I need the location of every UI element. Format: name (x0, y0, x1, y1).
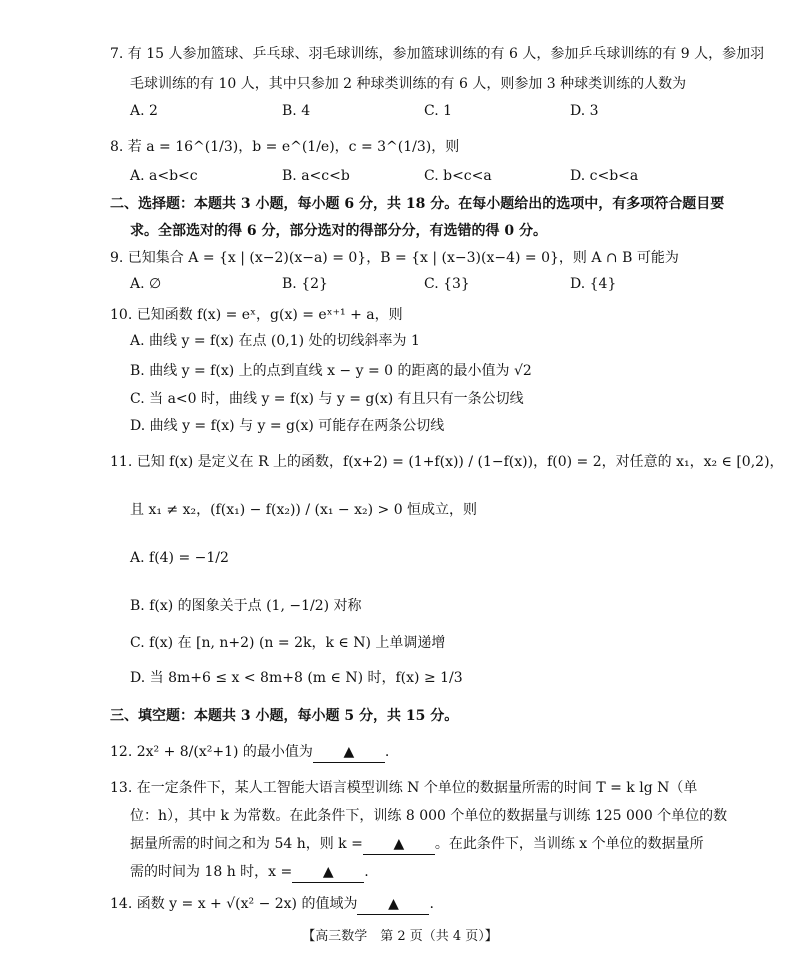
q14-answer-blank[interactable]: ▲ (357, 894, 429, 915)
q8-option-a: A. a<b<c (130, 168, 198, 184)
q12-stem: 12. 2x² + 8/(x²+1) 的最小值为 (110, 744, 313, 760)
q8-stem: 8. 若 a = 16^(1/3)，b = e^(1/e)，c = 3^(1/3)，则 (110, 139, 460, 155)
q8-option-b: B. a<c<b (282, 168, 350, 184)
q10-option-a: A. 曲线 y = f(x) 在点 (0,1) 处的切线斜率为 1 (130, 333, 420, 349)
section3-heading: 三、填空题：本题共 3 小题，每小题 5 分，共 15 分。 (110, 708, 459, 724)
q11-option-d: D. 当 8m+6 ≤ x < 8m+8 (m ∈ N) 时，f(x) ≥ 1/3 (130, 670, 463, 686)
q8-option-c: C. b<c<a (424, 168, 492, 184)
q13-line3-start: 据量所需的时间之和为 54 h，则 k = (130, 836, 363, 852)
q11-option-b: B. f(x) 的图象关于点 (1, −1/2) 对称 (130, 598, 362, 614)
q11-line2: 且 x₁ ≠ x₂，(f(x₁) − f(x₂)) / (x₁ − x₂) > 0 恒成立，则 (130, 502, 478, 518)
q9-option-d: D. {4} (570, 276, 617, 292)
q7-line1: 7. 有 15 人参加篮球、乒乓球、羽毛球训练，参加篮球训练的有 6 人，参加乒乓球训练的有 9 人，参加羽 (110, 46, 765, 62)
q7-option-d: D. 3 (570, 103, 599, 119)
q13-line4 (130, 862, 369, 883)
q10-option-b: B. 曲线 y = f(x) 上的点到直线 x − y = 0 的距离的最小值为 √2 (130, 363, 532, 379)
q13-k-blank[interactable]: ▲ (363, 834, 435, 855)
q7-line2: 毛球训练的有 10 人，其中只参加 2 种球类训练的有 6 人，则参加 3 种球类训练的人数为 (130, 76, 687, 92)
q11-line1: 11. 已知 f(x) 是定义在 R 上的函数，f(x+2) = (1+f(x)) / (1−f(x))，f(0) = 2，对任意的 x₁，x₂ ∈ [0,2)， (110, 454, 784, 470)
q9-option-c: C. {3} (424, 276, 470, 292)
q11-option-c: C. f(x) 在 [n, n+2) (n = 2k，k ∈ N) 上单调递增 (130, 635, 446, 651)
q8-option-d: D. c<b<a (570, 168, 639, 184)
q14-end: . (429, 896, 434, 912)
q14-stem: 14. 函数 y = x + √(x² − 2x) 的值域为 (110, 896, 358, 912)
q7-option-b: B. 4 (282, 103, 311, 119)
q10-option-d: D. 曲线 y = f(x) 与 y = g(x) 可能存在两条公切线 (130, 418, 445, 434)
q12-end: . (384, 744, 390, 760)
q13-line1: 13. 在一定条件下，某人工智能大语言模型训练 N 个单位的数据量所需的时间 T = k lg N（单 (110, 780, 698, 796)
q14-text (110, 894, 434, 915)
q13-line3 (130, 834, 704, 855)
q9-stem: 9. 已知集合 A = {x | (x−2)(x−a) = 0}，B = {x | (x−3)(x−4) = 0}，则 A ∩ B 可能为 (110, 250, 679, 266)
q13-line3-end: 。在此条件下，当训练 x 个单位的数据量所 (434, 836, 704, 852)
q7-option-c: C. 1 (424, 103, 453, 119)
q10-option-c: C. 当 a<0 时，曲线 y = f(x) 与 y = g(x) 有且只有一条公切线 (130, 391, 524, 407)
q13-line4-end: . (364, 864, 369, 880)
page-footer: 【高三数学 第 2 页（共 4 页）】 (302, 929, 498, 944)
q13-x-blank[interactable]: ▲ (292, 862, 364, 883)
section2-line1: 二、选择题：本题共 3 小题，每小题 6 分，共 18 分。在每小题给出的选项中，有多项符合题目要 (110, 196, 725, 212)
q13-line4-start: 需的时间为 18 h 时，x = (130, 864, 293, 880)
q9-option-a: A. ∅ (130, 276, 162, 292)
section2-line2: 求。全部选对的得 6 分，部分选对的得部分分，有选错的得 0 分。 (130, 223, 547, 239)
q13-line2: 位：h），其中 k 为常数。在此条件下，训练 8 000 个单位的数据量与训练 125 000 个单位的数 (130, 808, 728, 824)
q10-stem: 10. 已知函数 f(x) = eˣ，g(x) = eˣ⁺¹ + a，则 (110, 307, 403, 323)
q12-answer-blank[interactable]: ▲ (313, 742, 385, 763)
q12-text (110, 742, 389, 763)
q11-option-a: A. f(4) = −1/2 (130, 550, 229, 566)
q9-option-b: B. {2} (282, 276, 328, 292)
q7-option-a: A. 2 (130, 103, 158, 119)
